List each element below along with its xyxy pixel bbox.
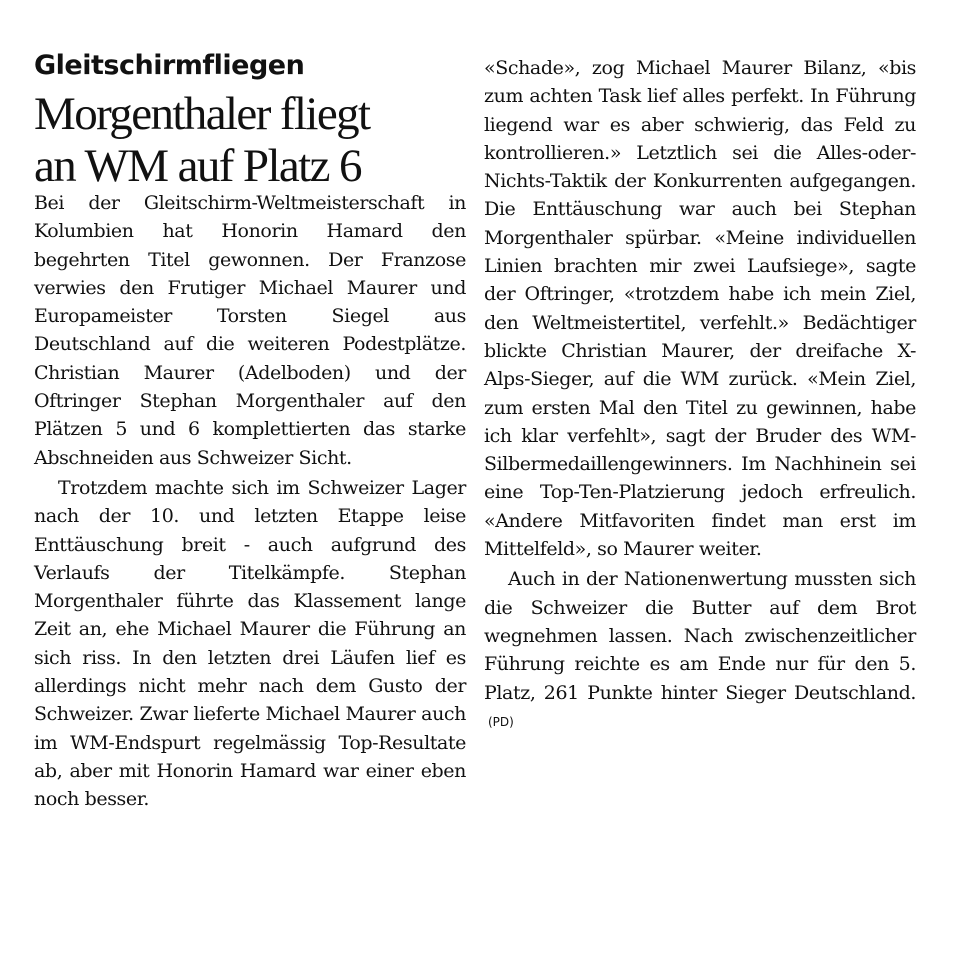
- right-body-text: [484, 54, 916, 736]
- headline-line-1: Morgenthaler fliegt: [34, 88, 370, 140]
- article-kicker: Gleitschirmfliegen: [34, 50, 305, 81]
- paragraph-4-text: Auch in der Nationenwertung mussten sich die Schweizer die Butter auf dem Brot wegnehmen lassen. Nach zwischenzeitlicher Führung reichte es am Ende nur für den 5. Platz, 261 Punkte hinter Sieger Deutschland.: [484, 568, 916, 704]
- paragraph-1: Bei der Gleitschirm-Weltmeisterschaft in Kolumbien hat Honorin Hamard den begehrten Titel gewonnen. Der Franzose verwies den Frutiger Michael Maurer und Europameister Torsten Siegel aus Deutschland auf die weiteren Podestplätze. Christian Maurer (Adelboden) und der Oftringer Stephan Morgenthaler auf den Plätzen 5 und 6 komplettierten das starke Abschneiden aus Schweizer Sicht.: [34, 192, 466, 469]
- paragraph-2: Trotzdem machte sich im Schweizer Lager nach der 10. und letzten Etappe leise Enttäuschung breit - auch aufgrund des Verlaufs der Titelkämpfe. Stephan Morgenthaler führte das Klassement lange Zeit an, ehe Michael Maurer die Führung an sich riss. In den letzten drei Läufen lief es allerdings nicht mehr nach dem Gusto der Schweizer. Zwar lieferte Michael Maurer auch im WM-Endspurt regelmässig Top-Resultate ab, aber mit Honorin Hamard war einer eben noch besser.: [34, 476, 466, 811]
- article-headline: [34, 88, 474, 192]
- paragraph-3: «Schade», zog Michael Maurer Bilanz, «bis zum achten Task lief alles perfekt. In Führung liegend war es aber schwierig, das Feld zu kontrollieren.» Letztlich sei die Alles-oder-Nichts-Taktik der Konkurrenten aufgegangen. Die Enttäuschung war auch bei Stephan Morgenthaler spürbar. «Meine individuellen Linien brachten mir zwei Laufsiege», sagte der Oftringer, «trotzdem habe ich mein Ziel, den Weltmeistertitel, verfehlt.» Bedächtiger blickte Christian Maurer, der dreifache X-Alps-Sieger, auf die WM zurück. «Mein Ziel, zum ersten Mal den Titel zu gewinnen, habe ich klar verfehlt», sagt der Bruder des WM-Silbermedaillengewinners. Im Nachhinein sei eine Top-Ten-Platzierung jedoch erfreulich. «Andere Mitfavoriten findet man erst im Mittelfeld», so Maurer weiter.: [484, 57, 916, 561]
- paragraph-4: [484, 565, 916, 736]
- headline-line-2: an WM auf Platz 6: [34, 140, 361, 192]
- source-tag: (PD): [488, 714, 514, 729]
- left-body-text: [34, 189, 466, 814]
